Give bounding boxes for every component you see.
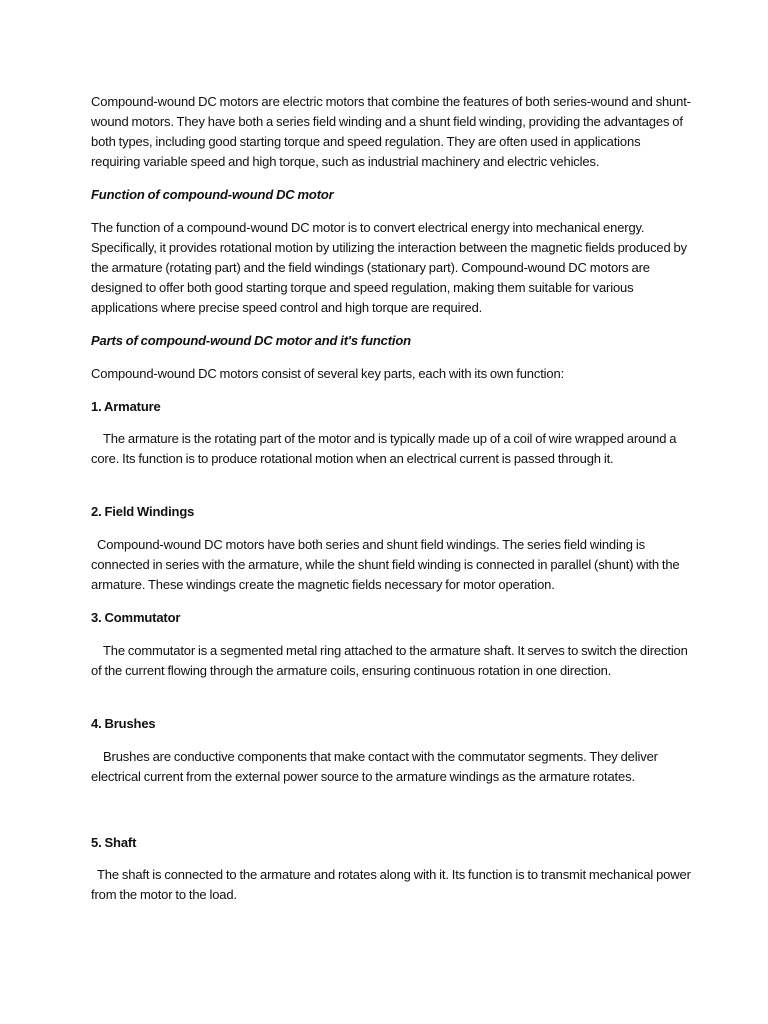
function-heading: Function of compound-wound DC motor	[91, 187, 334, 202]
commutator-heading: 3. Commutator	[91, 610, 181, 625]
field-windings-paragraph: Compound-wound DC motors have both series and shunt field windings. The series field winding is connected in series with the armature, while the shunt field winding is connected in parallel (shunt) with the armature. These windings create the magnetic fields necessary for motor operation.	[91, 537, 680, 592]
shaft-paragraph: The shaft is connected to the armature and rotates along with it. Its function is to transmit mechanical power from the motor to the load.	[91, 867, 691, 902]
commutator-paragraph: The commutator is a segmented metal ring attached to the armature shaft. It serves to switch the direction of the current flowing through the armature coils, ensuring continuous rotation in one direction.	[91, 643, 688, 678]
parts-heading: Parts of compound-wound DC motor and it's function	[91, 333, 411, 348]
brushes-paragraph: Brushes are conductive components that make contact with the commutator segments. They deliver electrical current from the external power source to the armature windings as the armature rotates.	[91, 749, 658, 784]
armature-heading: 1. Armature	[91, 399, 161, 414]
brushes-heading: 4. Brushes	[91, 716, 156, 731]
intro-paragraph: Compound-wound DC motors are electric motors that combine the features of both series-wound and shunt-wound motors. They have both a series field winding and a shunt field winding, providing the advantages of both types, including good starting torque and speed regulation. They are often used in applications requiring variable speed and high torque, such as industrial machinery and electric vehicles.	[91, 94, 691, 169]
shaft-heading: 5. Shaft	[91, 835, 137, 850]
armature-paragraph: The armature is the rotating part of the motor and is typically made up of a coil of wire wrapped around a core. Its function is to produce rotational motion when an electrical current is passed through it.	[91, 431, 677, 466]
parts-intro-paragraph: Compound-wound DC motors consist of several key parts, each with its own function:	[91, 366, 565, 381]
function-paragraph: The function of a compound-wound DC motor is to convert electrical energy into mechanical energy. Specifically, it provides rotational motion by utilizing the interaction between the magnetic fields produced by the armature (rotating part) and the field windings (stationary part). Compound-wound DC motors are designed to offer both good starting torque and speed regulation, making them suitable for various applications where precise speed control and high torque are required.	[91, 220, 687, 315]
field-windings-heading: 2. Field Windings	[91, 504, 195, 519]
